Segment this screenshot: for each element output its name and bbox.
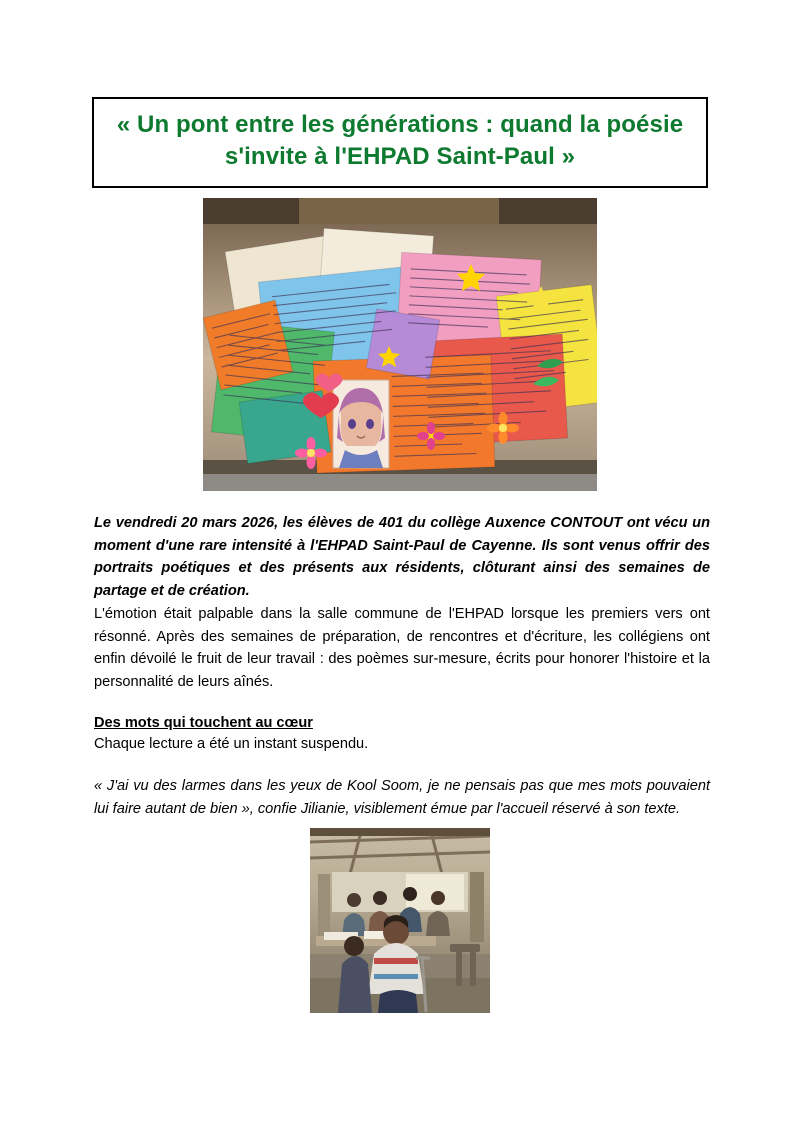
ehpad-common-room-residents-photo	[310, 828, 490, 1013]
section-heading: Des mots qui touchent au cœur	[94, 715, 313, 731]
page-title: « Un pont entre les générations : quand la poésie s'invite à l'EHPAD Saint-Paul »	[116, 111, 684, 171]
paragraph-three: Chaque lecture a été un instant suspendu.	[94, 736, 369, 752]
paragraph-two: L'émotion était palpable dans la salle commune de l'EHPAD lorsque les premiers vers ont résonné. Après des semaines de préparation, de rencontres et d'écriture, les collégiens ont enfin dévoilé le fruit de leur travail : des poèmes sur-mesure, écrits pour honorer l'histoire et la personnalité de leurs aînés.	[94, 606, 710, 690]
lead-paragraph: Le vendredi 20 mars 2026, les élèves de 401 du collège Auxence CONTOUT ont vécu un moment d'une rare intensité à l'EHPAD Saint-Paul de Cayenne. Ils sont venus offrir des portraits poétiques et des présents aux résidents, clôturant ainsi des semaines de partage et de création.	[94, 515, 710, 599]
title-box	[92, 97, 708, 188]
colored-handwritten-poem-cards-photo	[203, 198, 597, 491]
quote-paragraph: « J'ai vu des larmes dans les yeux de Kool Soom, je ne pensais pas que mes mots pouvaient lui faire autant de bien », confie Jilianie, visiblement émue par l'accueil réservé à son texte.	[94, 778, 710, 817]
